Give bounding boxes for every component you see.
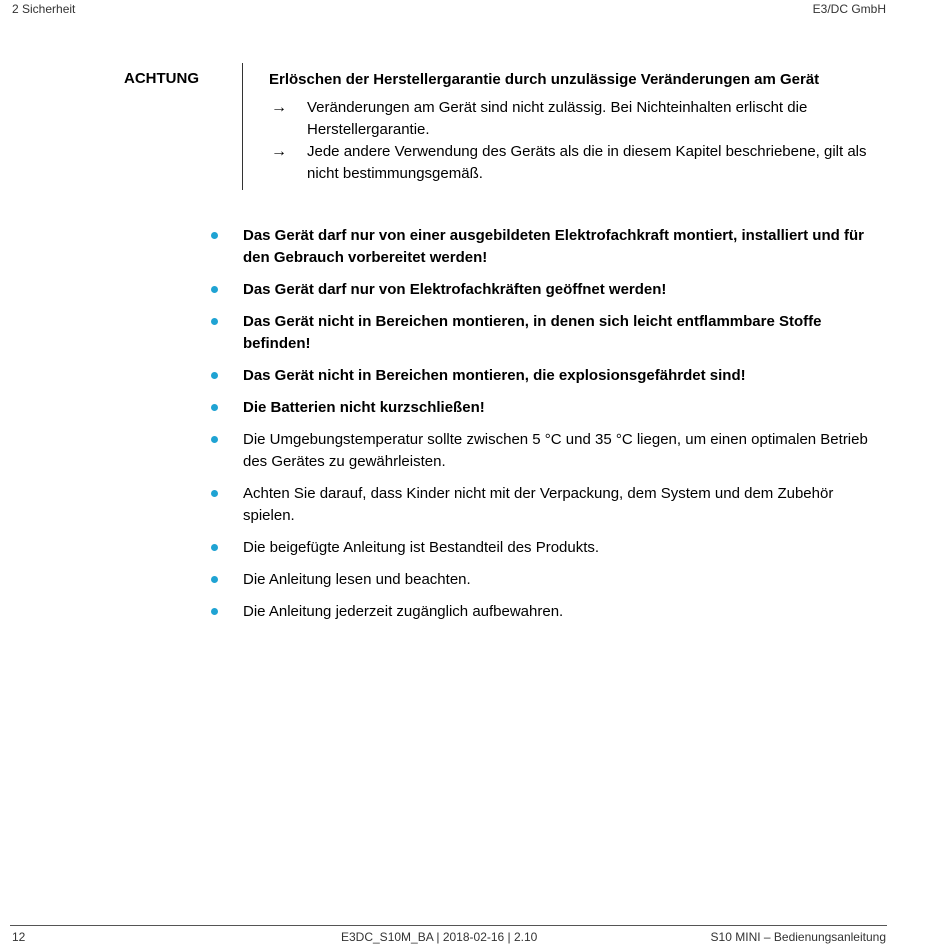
bullet-text: Die Umgebungstemperatur sollte zwischen 5 °C und 35 °C liegen, um einen optimalen Betrieb des Gerätes zu gewährleisten. [243, 431, 868, 470]
header-company: E3/DC GmbH [812, 2, 886, 16]
bullet-item [206, 569, 886, 591]
bullet-dot-icon [211, 490, 218, 497]
notice-item [269, 141, 889, 185]
bullet-text: Die Anleitung lesen und beachten. [243, 571, 471, 588]
bullet-item [206, 429, 886, 473]
bullet-text: Das Gerät nicht in Bereichen montieren, in denen sich leicht entflammbare Stoffe befinden! [243, 313, 822, 352]
bullet-item [206, 601, 886, 623]
notice-item-text: Veränderungen am Gerät sind nicht zulässig. Bei Nichteinhalten erlischt die Herstellergarantie. [307, 99, 808, 138]
bullet-item [206, 397, 886, 419]
bullet-item [206, 311, 886, 355]
safety-bullet-list [206, 225, 886, 633]
bullet-dot-icon [211, 436, 218, 443]
bullet-dot-icon [211, 608, 218, 615]
bullet-dot-icon [211, 232, 218, 239]
bullet-text: Achten Sie darauf, dass Kinder nicht mit der Verpackung, dem System und dem Zubehör spielen. [243, 485, 834, 524]
bullet-item [206, 365, 886, 387]
notice-label: ACHTUNG [124, 70, 199, 87]
footer-divider [10, 925, 887, 926]
bullet-dot-icon [211, 318, 218, 325]
bullet-item [206, 279, 886, 301]
document-title: S10 MINI – Bedienungsanleitung [710, 930, 886, 944]
notice-title: Erlöschen der Herstellergarantie durch unzulässige Veränderungen am Gerät [269, 71, 820, 88]
bullet-text: Das Gerät darf nur von Elektrofachkräften geöffnet werden! [243, 281, 667, 298]
bullet-dot-icon [211, 286, 218, 293]
bullet-item [206, 483, 886, 527]
bullet-text: Die beigefügte Anleitung ist Bestandteil des Produkts. [243, 539, 600, 556]
bullet-dot-icon [211, 372, 218, 379]
right-arrow-icon: → [271, 143, 287, 160]
header-section: 2 Sicherheit [12, 2, 76, 16]
bullet-dot-icon [211, 404, 218, 411]
bullet-item [206, 225, 886, 269]
notice-item [269, 97, 889, 141]
bullet-item [206, 537, 886, 559]
bullet-dot-icon [211, 576, 218, 583]
right-arrow-icon: → [271, 99, 287, 116]
bullet-text: Das Gerät nicht in Bereichen montieren, die explosionsgefährdet sind! [243, 367, 746, 384]
notice-body [269, 70, 889, 185]
bullet-text: Die Batterien nicht kurzschließen! [243, 399, 485, 416]
document-id: E3DC_S10M_BA | 2018-02-16 | 2.10 [341, 930, 538, 944]
bullet-text: Die Anleitung jederzeit zugänglich aufbewahren. [243, 603, 564, 620]
notice-item-text: Jede andere Verwendung des Geräts als die in diesem Kapitel beschriebene, gilt als nicht bestimmungsgemäß. [307, 143, 867, 182]
notice-divider [242, 63, 243, 190]
page-number: 12 [12, 930, 26, 944]
bullet-dot-icon [211, 544, 218, 551]
bullet-text: Das Gerät darf nur von einer ausgebildeten Elektrofachkraft montiert, installiert und für den Gebrauch vorbereitet werden! [243, 227, 864, 266]
